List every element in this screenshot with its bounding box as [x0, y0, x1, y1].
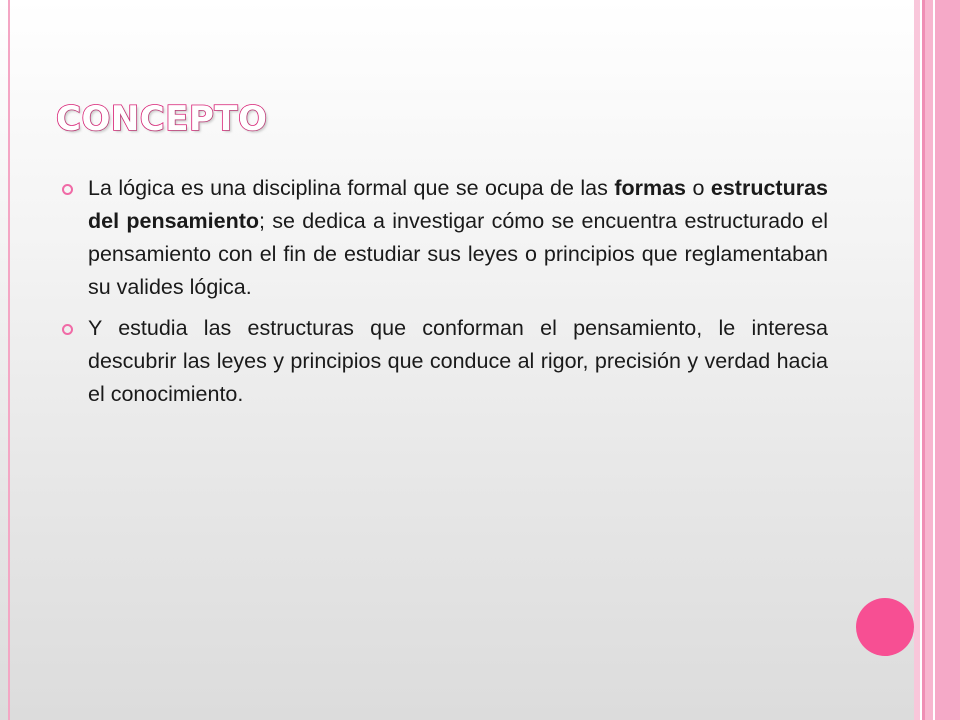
slide-title: CONCEPTO — [56, 99, 268, 139]
right-decorative-stripes — [914, 0, 960, 720]
bullet-text: La lógica es una disciplina formal que se ocupa de las — [88, 176, 615, 200]
bullet-item — [62, 312, 828, 411]
bullet-item — [62, 172, 828, 304]
stripe — [935, 0, 960, 720]
pink-circle-decoration — [856, 598, 914, 656]
hollow-circle-bullet-icon — [62, 324, 73, 335]
bullet-bold-text: formas — [614, 176, 687, 200]
bullet-text: ; se dedica a investigar cómo se encuentra estructurado el pensamiento con el fin de estudiar sus leyes o principios que reglamentaban su valides lógica. — [88, 209, 829, 299]
bullet-list — [62, 172, 828, 419]
bullet-bold-text: estructuras del pensamiento — [88, 176, 828, 233]
stripe — [925, 0, 933, 720]
bullet-text: Y estudia las estructuras que conforman el pensamiento, le interesa descubrir las leyes y principios que conduce al rigor, precisión y verdad hacia el conocimiento. — [88, 316, 828, 406]
bullet-text: o — [686, 176, 711, 200]
hollow-circle-bullet-icon — [62, 184, 73, 195]
left-border-line — [8, 0, 10, 720]
